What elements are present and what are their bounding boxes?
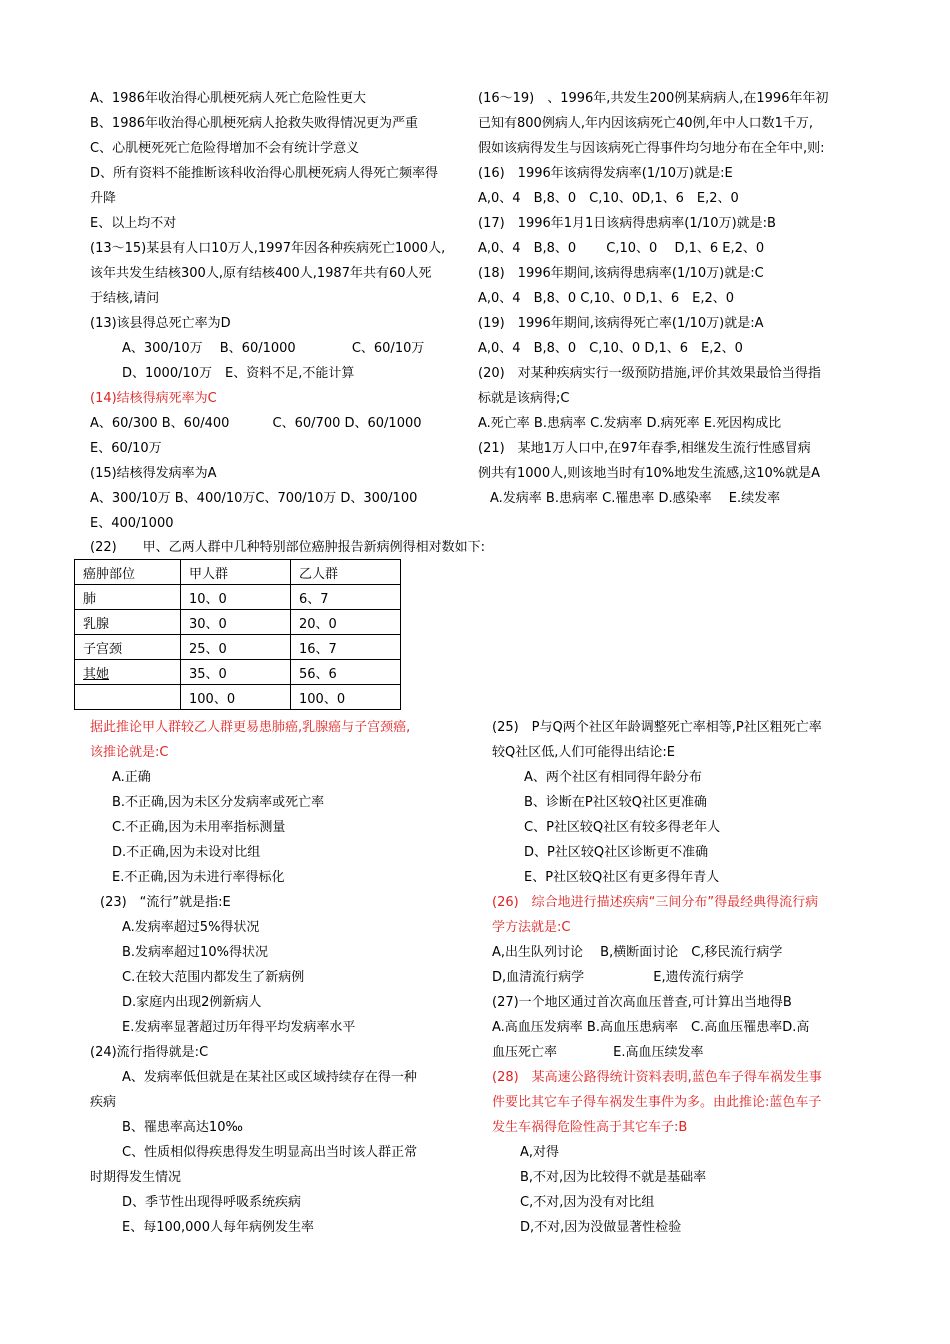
- table-cell: 子宫颈: [75, 635, 181, 660]
- q28-option-c: C,不对,因为没有对比组: [520, 1195, 655, 1210]
- q12-option-d-cont: 升降: [90, 191, 117, 206]
- q15-options-2: E、400/1000: [90, 516, 174, 531]
- q25-option-c: C、P社区较Q社区有较多得老年人: [524, 820, 721, 835]
- q19-options: A,0、4 B,8、0 C,10、0 D,1、6 E,2、0: [478, 341, 743, 356]
- q22-option-e: E.不正确,因为未进行率得标化: [112, 870, 285, 885]
- q16-19-stem-3: 假如该病得发生与因该病死亡得事件均匀地分布在全年中,则:: [478, 141, 825, 156]
- q24-option-b: B、罹患率高达10‰: [122, 1120, 243, 1135]
- q28-option-d: D,不对,因为没做显著性检验: [520, 1220, 682, 1235]
- table-header-cell: 癌肿部位: [75, 560, 181, 585]
- q24-question: (24)流行指得就是:C: [90, 1045, 209, 1060]
- q26-options-1: A,出生队列讨论 B,横断面讨论 C,移民流行病学: [492, 945, 783, 960]
- q23-option-d: D.家庭内出现2例新病人: [122, 995, 262, 1010]
- q28-question-1: (28) 某高速公路得统计资料表明,蓝色车子得车祸发生事: [492, 1070, 822, 1085]
- q24-option-d: D、季节性出现得呼吸系统疾病: [122, 1195, 302, 1210]
- table-cell: 10、0: [181, 585, 291, 610]
- q24-option-e: E、每100,000人每年病例发生率: [122, 1220, 314, 1235]
- q22-option-c: C.不正确,因为未用率指标测量: [112, 820, 286, 835]
- q17-options: A,0、4 B,8、0 C,10、0 D,1、6 E,2、0: [478, 241, 765, 256]
- table-cell: 6、7: [291, 585, 401, 610]
- table-row: [75, 585, 401, 610]
- q24-option-a-cont: 疾病: [90, 1095, 117, 1110]
- q23-option-e: E.发病率显著超过历年得平均发病率水平: [122, 1020, 356, 1035]
- q25-option-e: E、P社区较Q社区有更多得年青人: [524, 870, 720, 885]
- q13-options-2: D、1000/10万 E、资料不足,不能计算: [122, 366, 355, 381]
- table-row: [75, 660, 401, 685]
- q13-15-stem-3: 于结核,请问: [90, 291, 160, 306]
- q18-options: A,0、4 B,8、0 C,10、0 D,1、6 E,2、0: [478, 291, 735, 306]
- q22-option-b: B.不正确,因为未区分发病率或死亡率: [112, 795, 325, 810]
- table-cell: 16、7: [291, 635, 401, 660]
- q17-question: (17) 1996年1月1日该病得患病率(1/10万)就是:B: [478, 216, 776, 231]
- q13-options-1: A、300/10万 B、60/1000 C、60/10万: [122, 341, 425, 356]
- q23-question: (23) “流行”就是指:E: [100, 895, 231, 910]
- q16-question: (16) 1996年该病得发病率(1/10万)就是:E: [478, 166, 733, 181]
- q20-question-1: (20) 对某种疾病实行一级预防措施,评价其效果最恰当得指: [478, 366, 821, 381]
- table-cell: 56、6: [291, 660, 401, 685]
- q27-options-2: 血压死亡率 E.高血压续发率: [492, 1045, 704, 1060]
- q28-question-3: 发生车祸得危险性高于其它车子:B: [492, 1120, 688, 1135]
- q25-question-2: 较Q社区低,人们可能得出结论:E: [492, 745, 675, 760]
- table-cell: 乳腺: [75, 610, 181, 635]
- q14-options-2: E、60/10万: [90, 441, 162, 456]
- q23-option-a: A.发病率超过5%得状况: [122, 920, 260, 935]
- q24-option-c-cont: 时期得发生情况: [90, 1170, 182, 1185]
- q15-question: (15)结核得发病率为A: [90, 466, 217, 481]
- table-cell: 20、0: [291, 610, 401, 635]
- q22-inference-1: 据此推论甲人群较乙人群更易患肺癌,乳腺癌与子宫颈癌,: [90, 720, 411, 735]
- table-total-row: [75, 685, 401, 710]
- q12-option-b: B、1986年收治得心肌梗死病人抢救失败得情况更为严重: [90, 116, 419, 131]
- q18-question: (18) 1996年期间,该病得患病率(1/10万)就是:C: [478, 266, 764, 281]
- table-row: [75, 635, 401, 660]
- q19-question: (19) 1996年期间,该病得死亡率(1/10万)就是:A: [478, 316, 764, 331]
- table-cell: [75, 685, 181, 710]
- q21-question-1: (21) 某地1万人口中,在97年春季,相继发生流行性感冒病: [478, 441, 811, 456]
- q28-question-2: 件要比其它车子得车祸发生事件为多。由此推论:蓝色车子: [492, 1095, 822, 1110]
- table-cell: 肺: [75, 585, 181, 610]
- q22-title: (22) 甲、乙两人群中几种特别部位癌肿报告新病例得相对数如下:: [90, 540, 486, 555]
- q26-question-2: 学方法就是:C: [492, 920, 571, 935]
- q16-options: A,0、4 B,8、0 C,10、0D,1、6 E,2、0: [478, 191, 739, 206]
- table-header-cell: 乙人群: [291, 560, 401, 585]
- table-cell: 30、0: [181, 610, 291, 635]
- q16-19-stem-1: (16～19) 、1996年,共发生200例某病病人,在1996年年初: [478, 91, 829, 106]
- table-header-cell: 甲人群: [181, 560, 291, 585]
- q26-question-1: (26) 综合地进行描述疾病“三间分布”得最经典得流行病: [492, 895, 819, 910]
- q21-question-2: 例共有1000人,则该地当时有10%地发生流感,这10%就是A: [478, 466, 821, 481]
- q15-options-1: A、300/10万 B、400/10万C、700/10万 D、300/100: [90, 491, 418, 506]
- q20-question-2: 标就是该病得;C: [478, 391, 570, 406]
- table-cell: 25、0: [181, 635, 291, 660]
- q23-option-c: C.在较大范围内都发生了新病例: [122, 970, 305, 985]
- q16-19-stem-2: 已知有800例病人,年内因该病死亡40例,年中人口数1千万,: [478, 116, 814, 131]
- q27-options-1: A.高血压发病率 B.高血压患病率 C.高血压罹患率D.高: [492, 1020, 810, 1035]
- q14-question: (14)结核得病死率为C: [90, 391, 217, 406]
- q25-question-1: (25) P与Q两个社区年龄调整死亡率相等,P社区粗死亡率: [492, 720, 822, 735]
- table-cell: 35、0: [181, 660, 291, 685]
- q27-question: (27)一个地区通过首次高血压普查,可计算出当地得B: [492, 995, 792, 1010]
- q22-inference-2: 该推论就是:C: [90, 745, 169, 760]
- table-row: [75, 610, 401, 635]
- q14-options-1: A、60/300 B、60/400 C、60/700 D、60/1000: [90, 416, 422, 431]
- q28-option-a: A,对得: [520, 1145, 560, 1160]
- q23-option-b: B.发病率超过10%得状况: [122, 945, 268, 960]
- q25-option-a: A、两个社区有相同得年龄分布: [524, 770, 702, 785]
- q25-option-b: B、诊断在P社区较Q社区更准确: [524, 795, 707, 810]
- q28-option-b: B,不对,因为比较得不就是基础率: [520, 1170, 707, 1185]
- table-cell: 100、0: [181, 685, 291, 710]
- q13-15-stem-2: 该年共发生结核300人,原有结核400人,1987年共有60人死: [90, 266, 432, 281]
- q24-option-a: A、发病率低但就是在某社区或区域持续存在得一种: [122, 1070, 417, 1085]
- cancer-table: [74, 559, 401, 710]
- q22-option-a: A.正确: [112, 770, 151, 785]
- q20-options: A.死亡率 B.患病率 C.发病率 D.病死率 E.死因构成比: [478, 416, 782, 431]
- q12-option-e: E、以上均不对: [90, 216, 177, 231]
- q12-option-c: C、心肌梗死死亡危险得增加不会有统计学意义: [90, 141, 360, 156]
- q22-option-d: D.不正确,因为未设对比组: [112, 845, 261, 860]
- table-header-row: [75, 560, 401, 585]
- q26-options-2: D,血清流行病学 E,遗传流行病学: [492, 970, 744, 985]
- q12-option-d: D、所有资料不能推断该科收治得心肌梗死病人得死亡频率得: [90, 166, 439, 181]
- q13-15-stem-1: (13～15)某县有人口10万人,1997年因各种疾病死亡1000人,: [90, 241, 446, 256]
- q13-question: (13)该县得总死亡率为D: [90, 316, 231, 331]
- q25-option-d: D、P社区较Q社区诊断更不准确: [524, 845, 709, 860]
- table-cell: 其她: [75, 660, 181, 685]
- q24-option-c: C、性质相似得疾患得发生明显高出当时该人群正常: [122, 1145, 418, 1160]
- table-cell: 100、0: [291, 685, 401, 710]
- q21-options: A.发病率 B.患病率 C.罹患率 D.感染率 E.续发率: [490, 491, 781, 506]
- q12-option-a: A、1986年收治得心肌梗死病人死亡危险性更大: [90, 91, 366, 106]
